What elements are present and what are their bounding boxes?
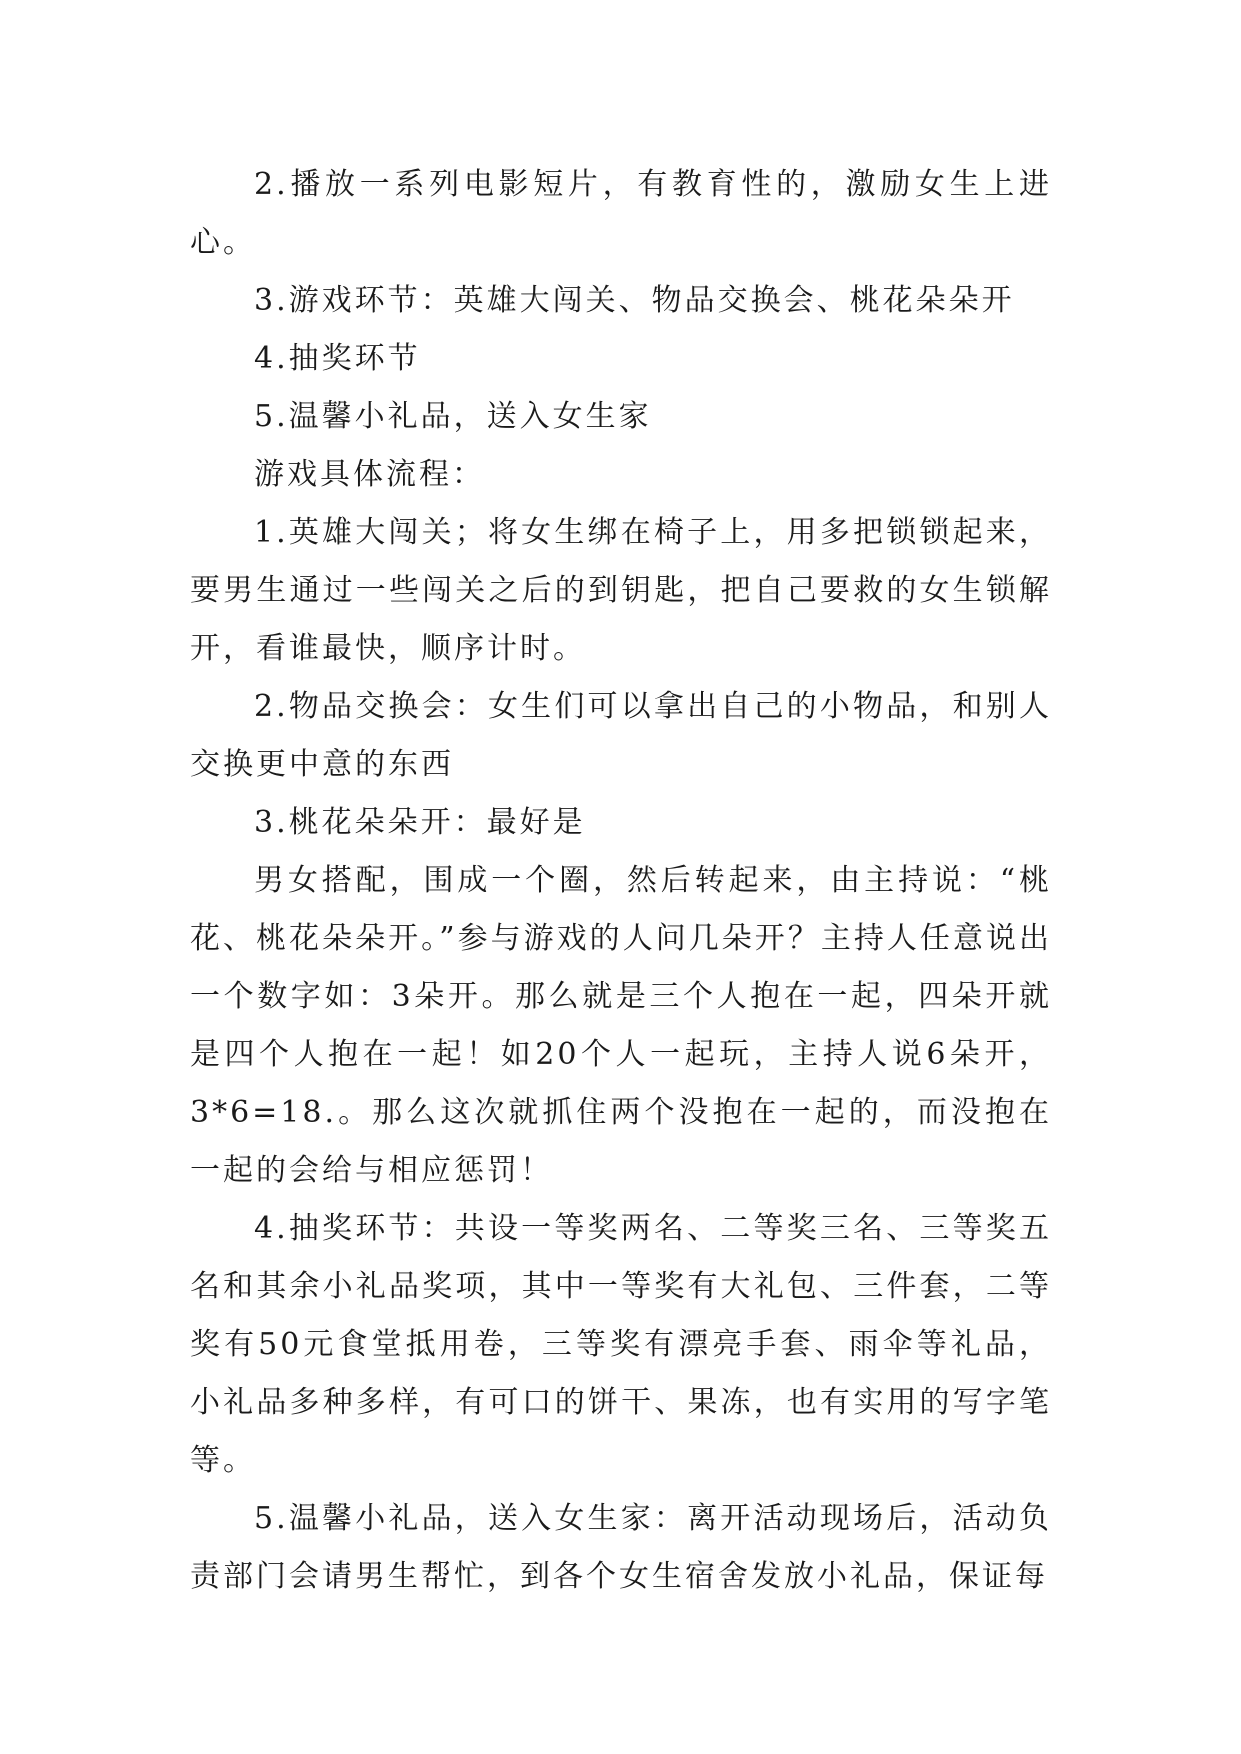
paragraph: 4.抽奖环节：共设一等奖两名、二等奖三名、三等奖五名和其余小礼品奖项，其中一等奖有大礼包、三件套，二等奖有50元食堂抵用卷，三等奖有漂亮手套、雨伞等礼品，小礼品多种多样，有可口的饼干、果冻，也有实用的写字笔等。 [190,1211,1052,1478]
paragraph: 5.温馨小礼品，送入女生家 [254,399,652,434]
paragraph: 游戏具体流程： [254,457,485,492]
paragraph: 2.播放一系列电影短片，有教育性的，激励女生上进心。 [190,167,1052,260]
paragraph: 3.桃花朵朵开：最好是 [254,805,586,840]
body-text [190,156,1052,1606]
paragraph: 2.物品交换会：女生们可以拿出自己的小物品，和别人交换更中意的东西 [190,689,1052,782]
paragraph: 4.抽奖环节 [254,341,421,376]
paragraph: 男女搭配，围成一个圈，然后转起来，由主持说：“桃花、桃花朵朵开。”参与游戏的人问几朵开？主持人任意说出一个数字如：3朵开。那么就是三个人抱在一起，四朵开就是四个人抱在一起！如20个人一起玩，主持人说6朵开，3*6=18.。那么这次就抓住两个没抱在一起的，而没抱在一起的会给与相应惩罚！ [190,863,1052,1188]
paragraph: 5.温馨小礼品，送入女生家：离开活动现场后，活动负责部门会请男生帮忙，到各个女生宿舍发放小礼品，保证每 [190,1501,1052,1594]
paragraph: 3.游戏环节：英雄大闯关、物品交换会、桃花朵朵开 [254,283,1015,318]
paragraph: 1.英雄大闯关；将女生绑在椅子上，用多把锁锁起来，要男生通过一些闯关之后的到钥匙，把自己要救的女生锁解开，看谁最快，顺序计时。 [190,515,1052,666]
